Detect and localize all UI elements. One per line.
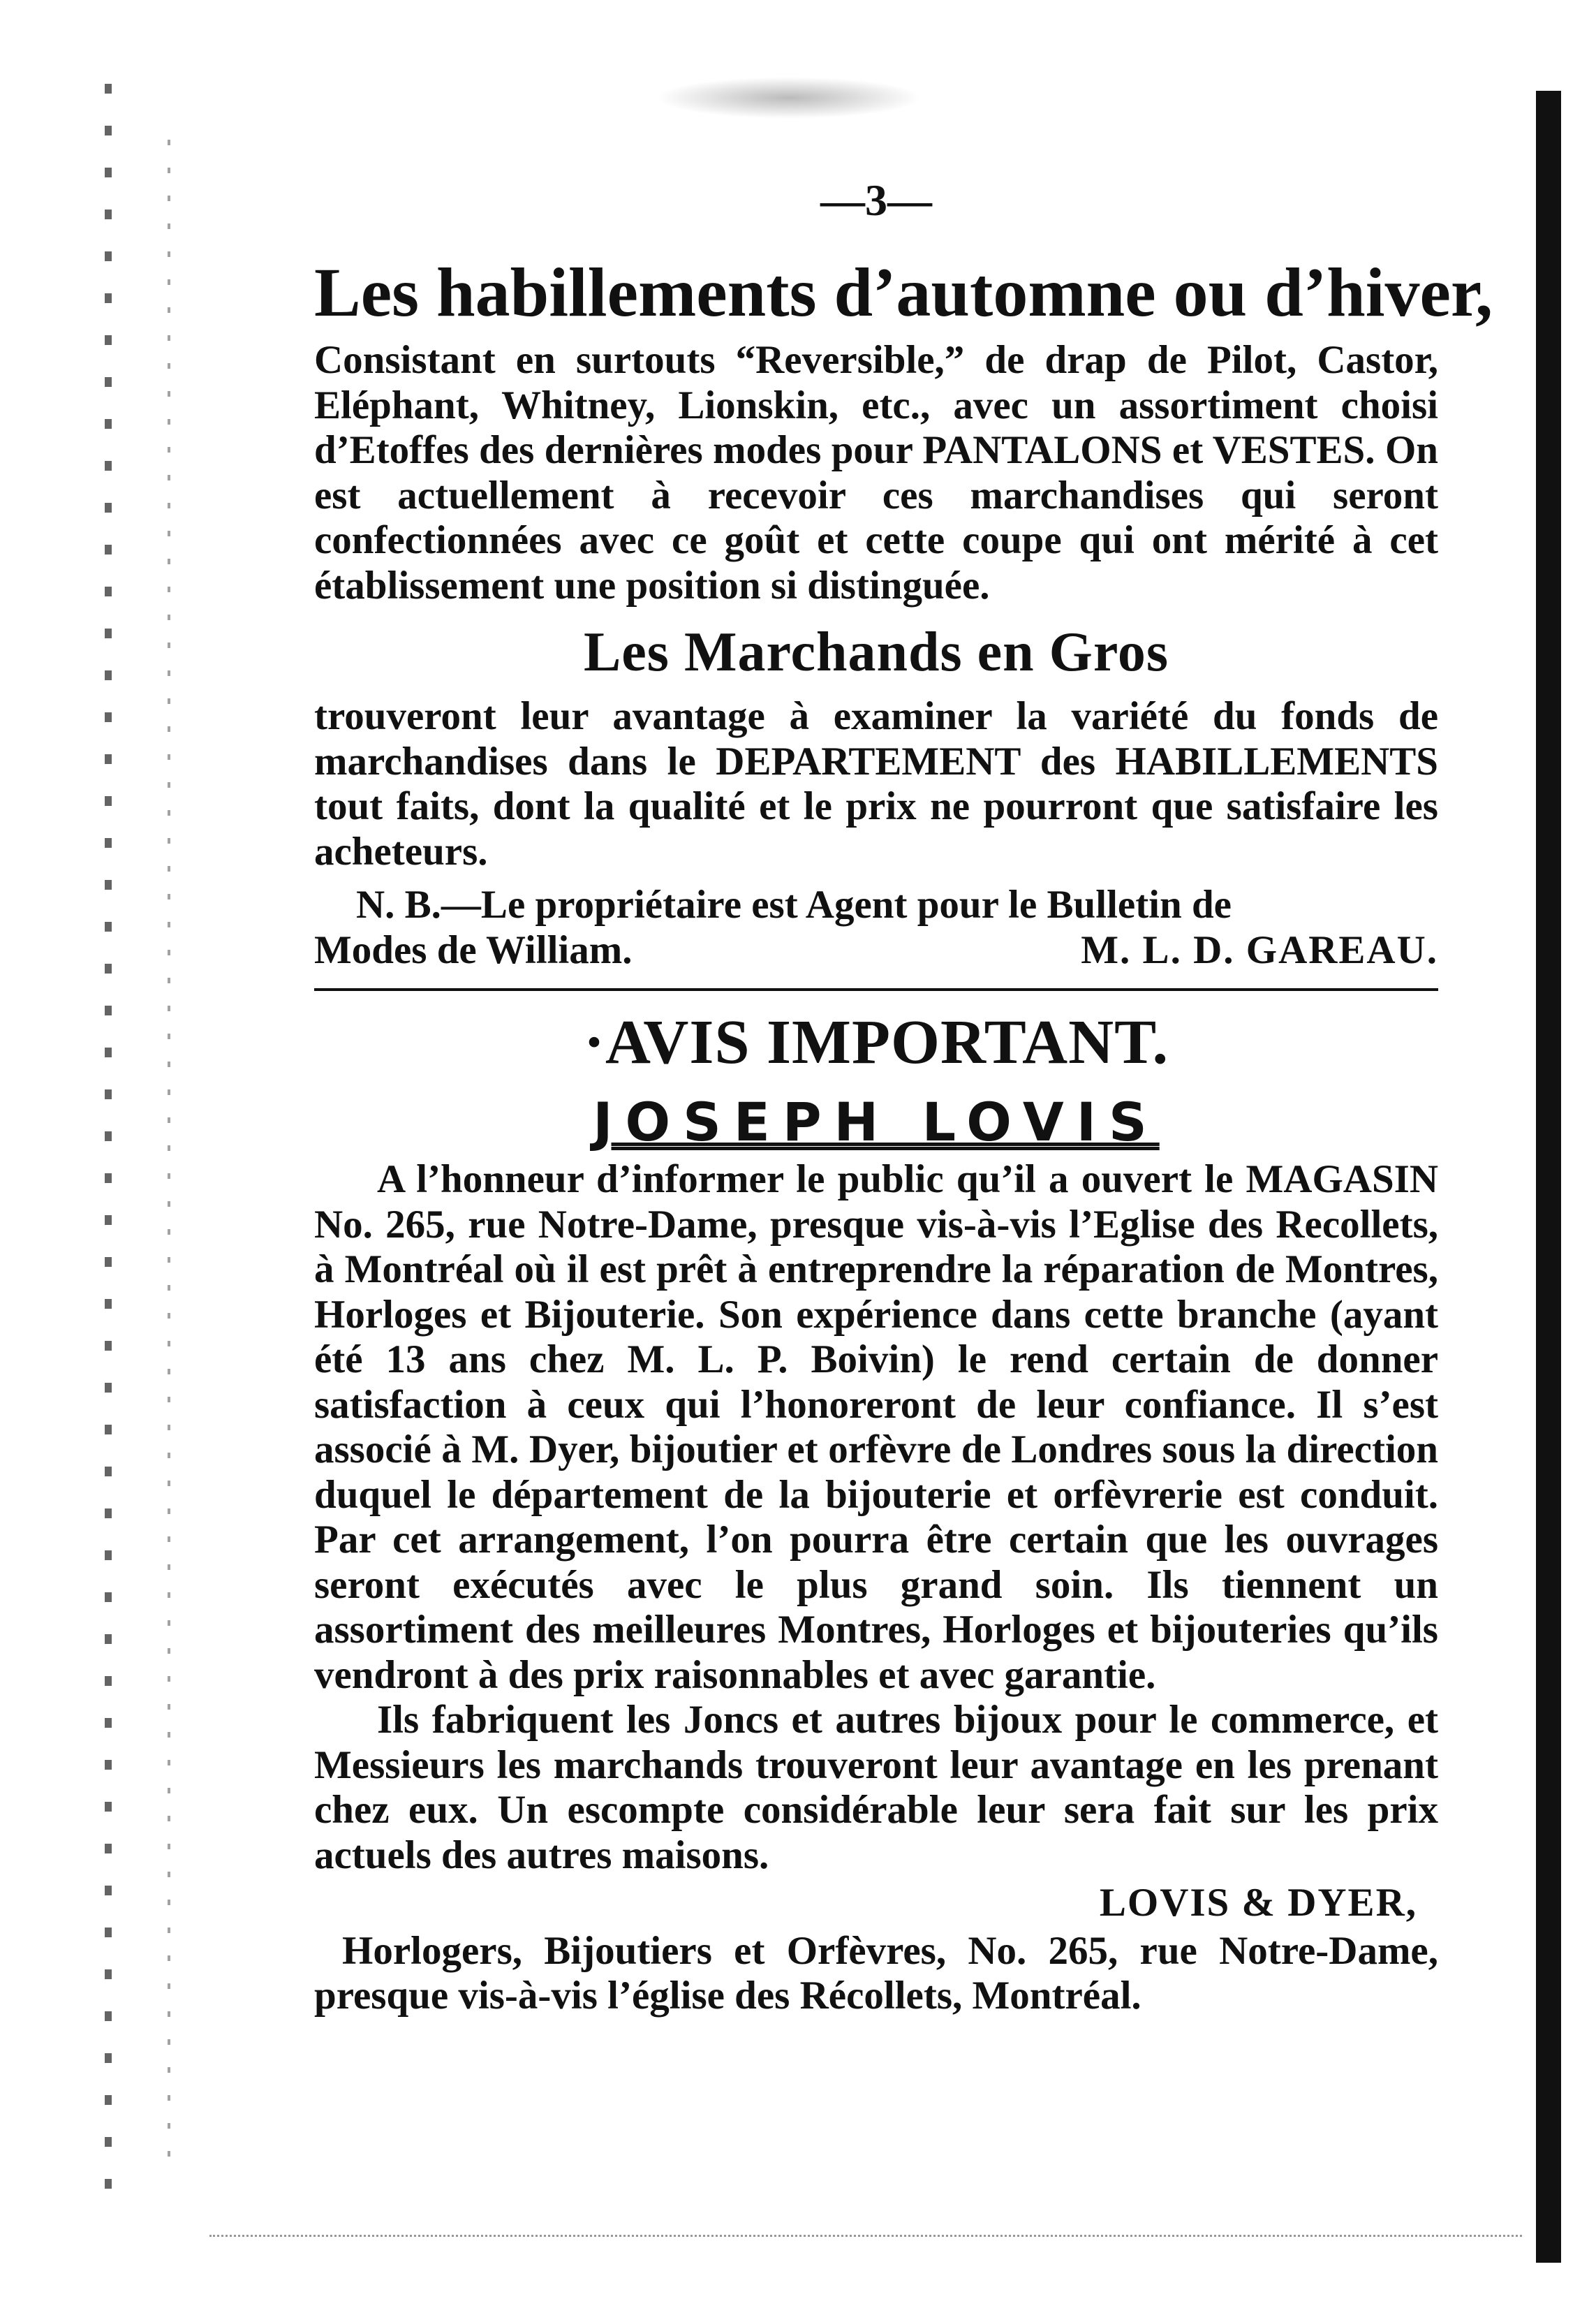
section1-subheading: Les Marchands en Gros — [583, 622, 1169, 683]
document-page — [314, 175, 1493, 2019]
section2-name: JOSEPH LOVIS — [593, 1091, 1160, 1153]
scan-edge-bar — [1536, 91, 1561, 2263]
section1-heading: Les habillements d’automne ou d’hiver, — [314, 254, 1493, 331]
section2-signature: LOVIS & DYER, — [1099, 1881, 1417, 1925]
section2-heading: ·AVIS IMPORTANT. — [584, 1008, 1169, 1077]
scan-bottom-noise — [209, 2235, 1522, 2265]
section2-paragraph1: A l’honneur d’informer le public qu’il a ouvert le MAGASIN No. 265, rue Notre-Dame, presque vis-à-vis l’Eglise des Recollets, à Montréal où il est prêt à entreprendre la réparation de Montres, Horloges et Bijouterie. Son expérience dans cette branche (ayant été 13 ans chez M. L. P. Boivin) le rend certain de donner satisfaction à ceux qui l’honoreront de leur confiance. Il s’est associé à M. Dyer, bijoutier et orfèvre de Londres sous la direction duquel le département de la bijouterie et orfèvrerie est conduit. Par cet arrangement, l’on pourra être certain que les ouvrages seront exécutés avec le plus grand soin. Ils tiennent un assortiment des meilleures Montres, Horloges et bijouteries qu’ils vendront à des prix raisonnables et avec garantie. — [314, 1157, 1438, 1697]
scan-margin-artifact — [105, 84, 112, 2221]
section1-signature: M. L. D. GAREAU. — [1081, 927, 1438, 972]
section1-nb-end: Modes de William. — [314, 927, 633, 972]
section-divider — [314, 988, 1438, 991]
section1-nb: N. B.—Le propriétaire est Agent pour le Bulletin de — [356, 883, 1232, 927]
section2-paragraph2: Ils fabriquent les Joncs et autres bijoux pour le commerce, et Messieurs les marchands trouveront leur avantage en les prenant chez eux. Un escompte considérable leur sera fait sur les prix actuels des autres maisons. — [314, 1698, 1438, 1877]
section1-paragraph: Consistant en surtouts “Reversible,” de drap de Pilot, Castor, Eléphant, Whitney, Lionskin, etc., avec un assortiment choisi d’Etoffes des dernières modes pour PANTALONS et VESTES. On est actuellement à recevoir ces marchandises qui seront confectionnées avec ce goût et cette coupe qui ont mérité à cet établissement une position si distinguée. — [314, 338, 1438, 608]
scan-smudge — [656, 77, 922, 119]
scan-margin-artifact-inner — [168, 140, 170, 2165]
section1-paragraph2: trouveront leur avantage à examiner la variété du fonds de marchandises dans le DEPARTEMENT des HABILLEMENTS tout faits, dont la qualité et le prix ne pourront que satisfaire les acheteurs. — [314, 694, 1438, 874]
section1-signature-row — [314, 928, 1438, 974]
page-number: —3— — [820, 175, 932, 225]
section2-address: Horlogers, Bijoutiers et Orfèvres, No. 265, rue Notre-Dame, presque vis-à-vis l’église des Récollets, Montréal. — [314, 1928, 1438, 2018]
